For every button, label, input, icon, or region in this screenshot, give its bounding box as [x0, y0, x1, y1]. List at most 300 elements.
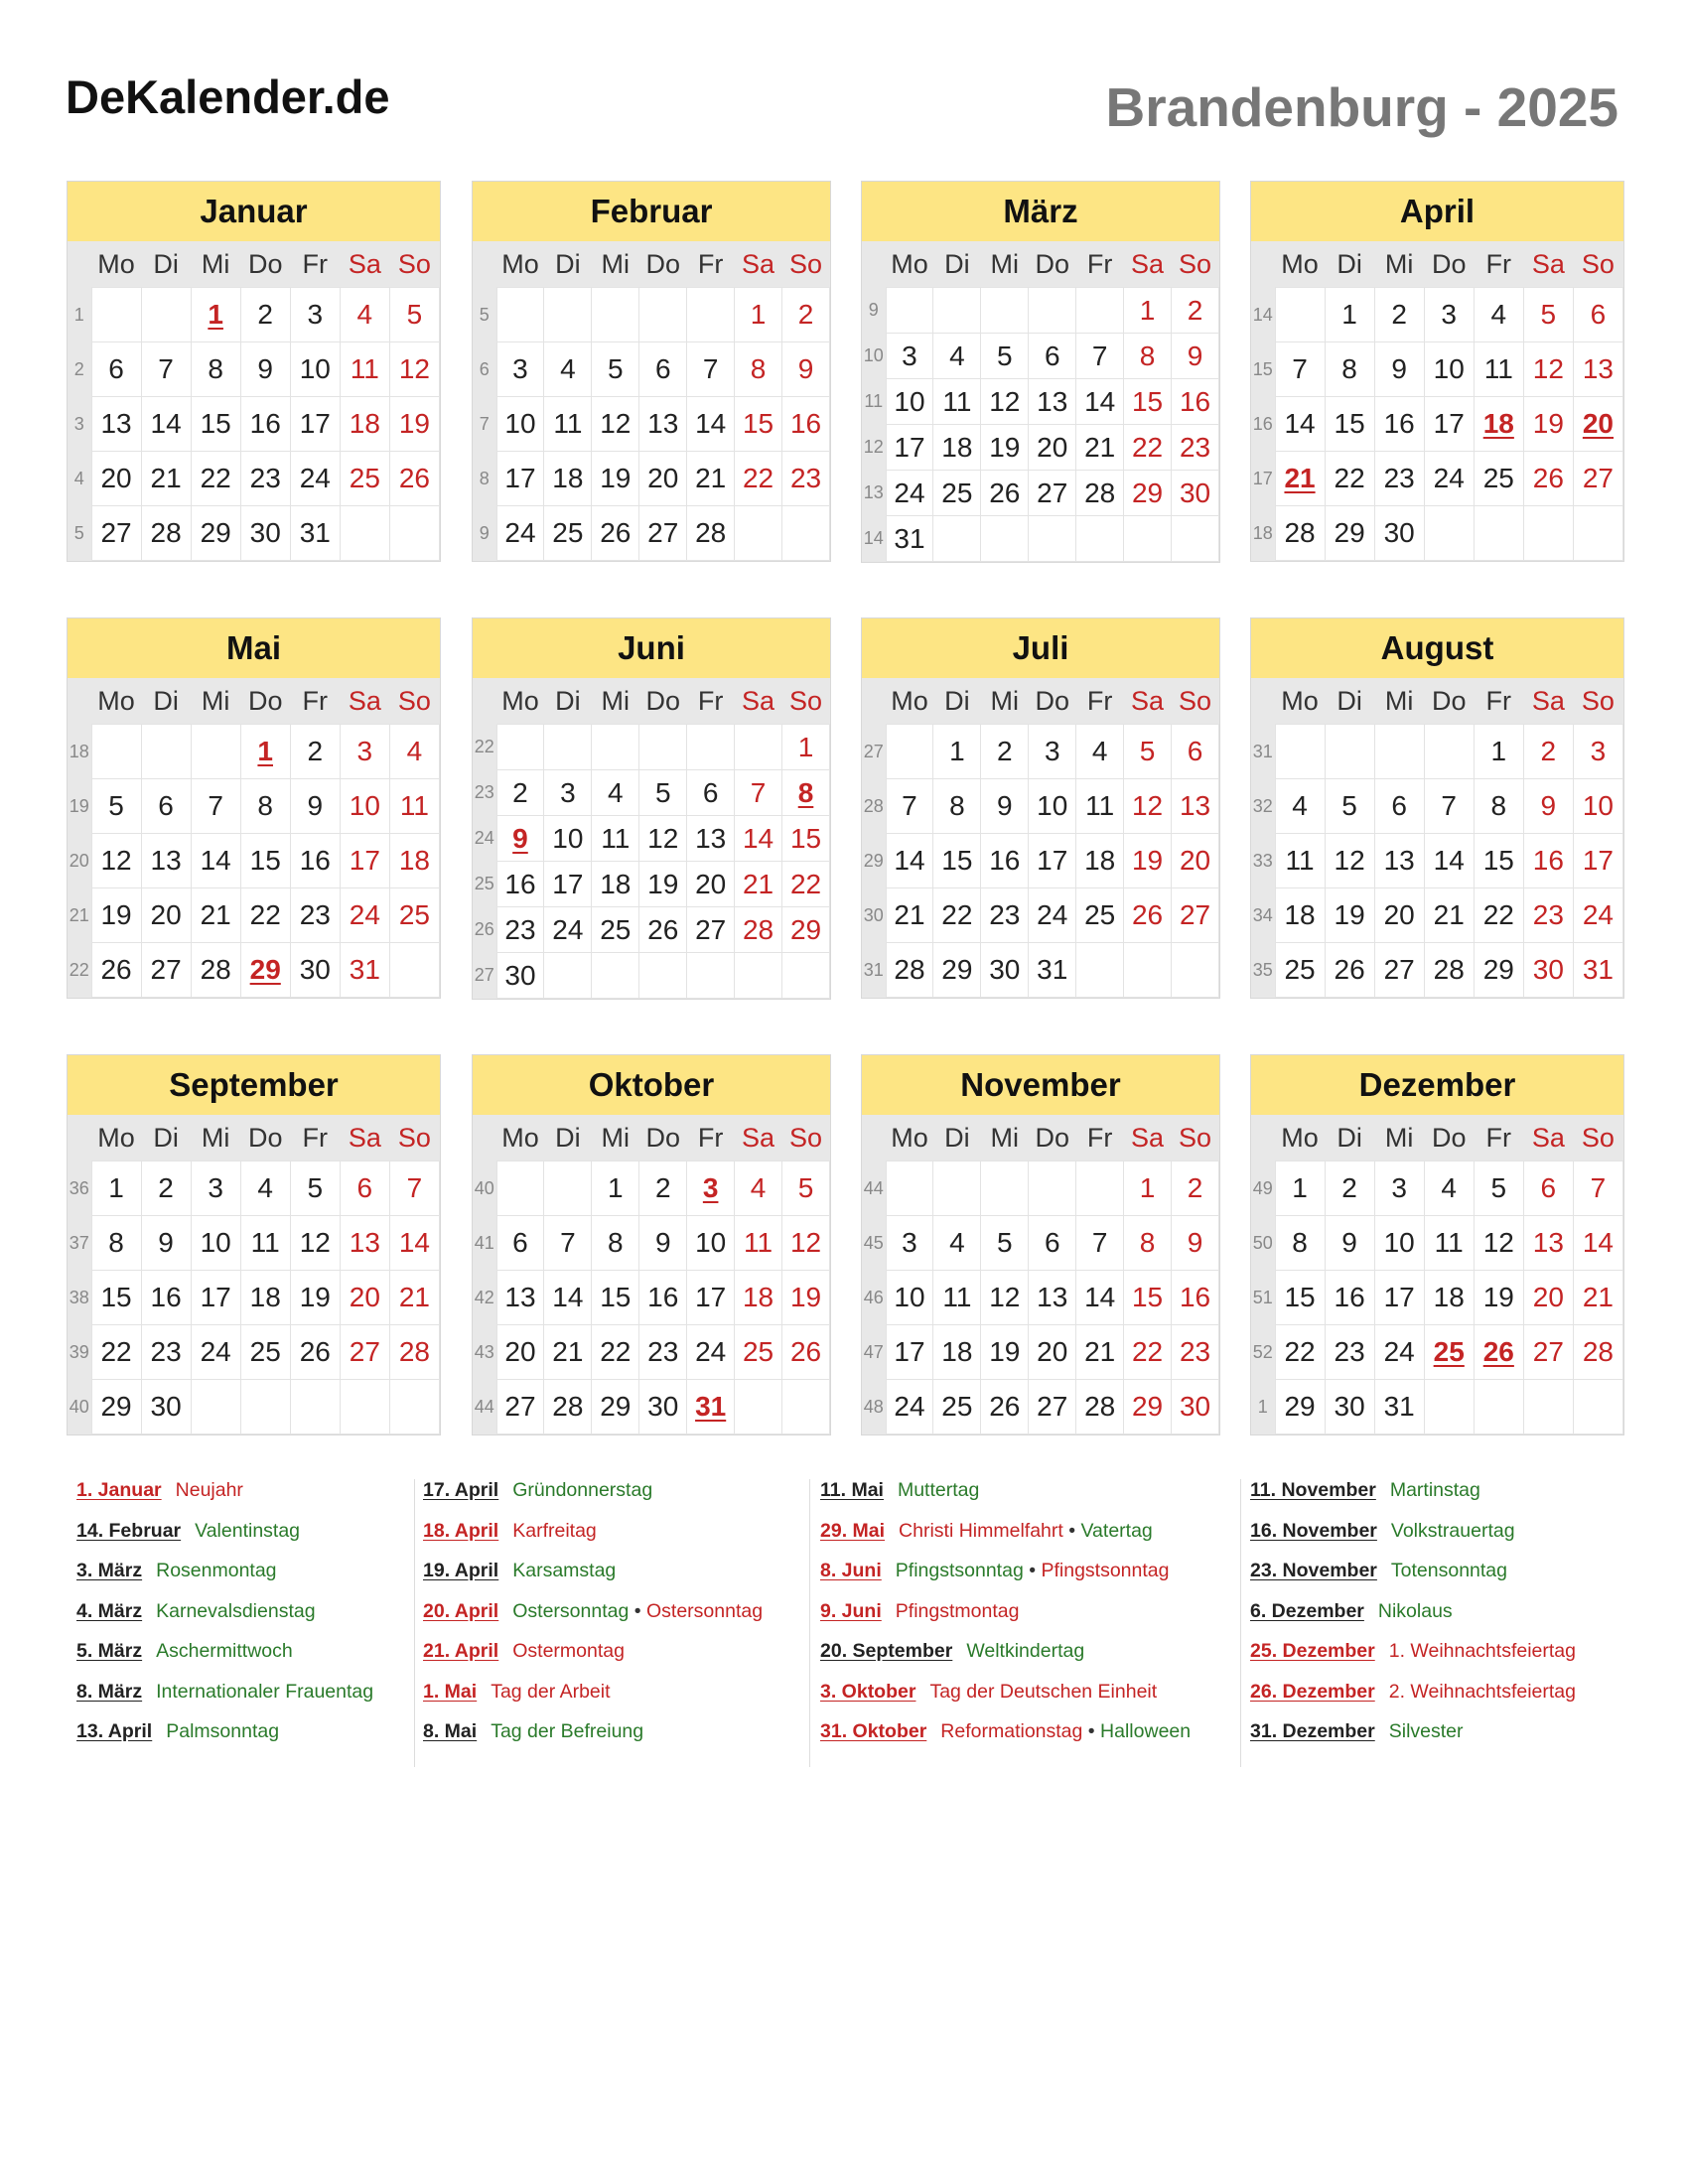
day-cell: 4 [340, 288, 389, 342]
month-table [1251, 241, 1623, 561]
empty-day-cell [981, 288, 1029, 334]
day-cell: 30 [639, 1380, 687, 1434]
week-row [862, 779, 1219, 834]
empty-day-cell [592, 288, 639, 342]
week-number: 15 [1251, 342, 1275, 397]
empty-day-cell [639, 953, 687, 999]
weekday-label: Do [639, 1115, 687, 1161]
day-cell: 26 [91, 943, 141, 998]
legend-entry [423, 1560, 763, 1600]
legend-holiday-name: Neujahr [175, 1479, 243, 1501]
day-cell: 17 [1374, 1271, 1424, 1325]
weekday-label: Do [240, 678, 290, 725]
day-cell: 7 [1076, 334, 1124, 379]
month-table [473, 1115, 830, 1434]
day-cell: 1 [592, 1161, 639, 1216]
day-cell: 25 [592, 907, 639, 953]
week-row [473, 1380, 830, 1434]
day-cell: 21 [389, 1271, 439, 1325]
empty-day-cell [1029, 288, 1076, 334]
day-cell: 12 [1325, 834, 1374, 888]
month-name: Juli [862, 618, 1219, 678]
weekday-label: Fr [687, 1115, 735, 1161]
day-cell: 5 [1124, 725, 1172, 779]
day-cell: 22 [1325, 452, 1374, 506]
empty-day-cell [340, 506, 389, 561]
day-cell: 8 [91, 1216, 141, 1271]
empty-day-cell [1424, 725, 1474, 779]
week-number: 1 [68, 288, 91, 342]
day-cell: 10 [1374, 1216, 1424, 1271]
day-cell: 23 [1172, 1325, 1219, 1380]
legend-entry [1250, 1681, 1576, 1721]
week-row [473, 907, 830, 953]
legend-entry [76, 1479, 373, 1520]
day-cell: 13 [1573, 342, 1622, 397]
day-cell: 4 [1076, 725, 1124, 779]
day-cell: 24 [687, 1325, 735, 1380]
week-number: 40 [473, 1161, 496, 1216]
day-cell: 11 [544, 397, 592, 452]
month-juni [472, 617, 831, 1000]
day-cell: 19 [290, 1271, 340, 1325]
week-number: 27 [473, 953, 496, 999]
week-row [862, 334, 1219, 379]
week-number: 4 [68, 452, 91, 506]
weekday-label: Di [933, 1115, 981, 1161]
legend-entry [1250, 1600, 1576, 1641]
day-cell: 20 [687, 862, 735, 907]
week-number: 30 [862, 888, 886, 943]
week-number: 52 [1251, 1325, 1275, 1380]
day-cell: 14 [1275, 397, 1325, 452]
day-cell: 8 [240, 779, 290, 834]
weekday-label: Fr [1474, 241, 1523, 288]
legend-date: 11. November [1250, 1479, 1376, 1501]
day-cell: 10 [1424, 342, 1474, 397]
weekday-label: Do [240, 241, 290, 288]
day-cell: 27 [141, 943, 191, 998]
legend-date: 21. April [423, 1640, 499, 1662]
weekday-label: Mo [496, 241, 544, 288]
week-row [1251, 1271, 1623, 1325]
weekday-label: Mo [1275, 241, 1325, 288]
day-cell: 25 [544, 506, 592, 561]
legend-holiday-name: 2. Weihnachtsfeiertag [1388, 1680, 1576, 1703]
weekday-label: Sa [1124, 1115, 1172, 1161]
day-cell: 12 [1124, 779, 1172, 834]
month-name: November [862, 1055, 1219, 1115]
week-row [1251, 1216, 1623, 1271]
day-cell: 29 [91, 1380, 141, 1434]
day-cell: 21 [886, 888, 933, 943]
week-row [68, 888, 440, 943]
day-cell: 11 [1275, 834, 1325, 888]
day-cell: 16 [782, 397, 830, 452]
day-cell: 11 [389, 779, 439, 834]
page-title: Brandenburg - 2025 [1105, 76, 1618, 138]
day-cell: 20 [1172, 834, 1219, 888]
week-row [473, 725, 830, 770]
day-cell: 12 [91, 834, 141, 888]
day-cell: 27 [1573, 452, 1622, 506]
weekday-label: Do [1029, 241, 1076, 288]
week-row [473, 1271, 830, 1325]
day-cell: 1 [782, 725, 830, 770]
day-cell: 16 [1325, 1271, 1374, 1325]
week-number: 17 [1251, 452, 1275, 506]
day-cell: 12 [389, 342, 439, 397]
day-cell: 26 [981, 471, 1029, 516]
day-cell: 17 [496, 452, 544, 506]
month-table [1251, 678, 1623, 998]
empty-day-cell [290, 1380, 340, 1434]
day-cell: 13 [340, 1216, 389, 1271]
day-cell: 8 [1275, 1216, 1325, 1271]
empty-day-cell [191, 725, 240, 779]
day-cell: 7 [1573, 1161, 1622, 1216]
day-cell: 15 [1124, 1271, 1172, 1325]
legend-holiday-name: Vatertag [1080, 1519, 1153, 1542]
month-table [68, 678, 440, 998]
day-cell: 29 [1474, 943, 1523, 998]
legend-holiday-name: Tag der Arbeit [491, 1680, 611, 1703]
day-cell: 14 [1573, 1216, 1622, 1271]
week-row [473, 397, 830, 452]
day-cell: 29 [1325, 506, 1374, 561]
day-cell: 21 [141, 452, 191, 506]
empty-day-cell [1523, 506, 1573, 561]
day-cell: 22 [735, 452, 782, 506]
day-cell: 28 [687, 506, 735, 561]
week-row [68, 1271, 440, 1325]
day-cell: 17 [340, 834, 389, 888]
day-cell: 5 [91, 779, 141, 834]
week-number-header [1251, 678, 1275, 725]
legend-date: 1. Januar [76, 1479, 162, 1501]
day-cell: 23 [1374, 452, 1424, 506]
weekday-label: Do [639, 678, 687, 725]
day-cell: 25 [933, 1380, 981, 1434]
week-row [473, 953, 830, 999]
empty-day-cell [544, 1161, 592, 1216]
day-cell: 21 [1275, 452, 1325, 506]
empty-day-cell [1076, 516, 1124, 562]
legend-date: 6. Dezember [1250, 1599, 1364, 1622]
day-cell: 6 [1029, 334, 1076, 379]
empty-day-cell [1124, 943, 1172, 998]
legend-holiday-name: 1. Weihnachtsfeiertag [1388, 1640, 1576, 1662]
weekday-label: Mo [1275, 1115, 1325, 1161]
day-cell: 19 [639, 862, 687, 907]
day-cell: 30 [1172, 471, 1219, 516]
week-row [68, 1325, 440, 1380]
legend-entry [423, 1720, 763, 1761]
day-cell: 1 [933, 725, 981, 779]
day-cell: 18 [933, 1325, 981, 1380]
day-cell: 7 [389, 1161, 439, 1216]
day-cell: 10 [886, 379, 933, 425]
empty-day-cell [981, 516, 1029, 562]
day-cell: 1 [91, 1161, 141, 1216]
empty-day-cell [1172, 516, 1219, 562]
day-cell: 30 [141, 1380, 191, 1434]
day-cell: 22 [782, 862, 830, 907]
weekday-label: Do [1029, 678, 1076, 725]
legend-date: 3. März [76, 1560, 143, 1581]
day-cell: 6 [1374, 779, 1424, 834]
legend-holiday-name: Aschermittwoch [156, 1640, 293, 1662]
day-cell: 5 [639, 770, 687, 816]
day-cell: 18 [592, 862, 639, 907]
day-cell: 27 [639, 506, 687, 561]
day-cell: 27 [496, 1380, 544, 1434]
week-row [862, 379, 1219, 425]
empty-day-cell [389, 506, 439, 561]
day-cell: 16 [1172, 1271, 1219, 1325]
week-row [862, 425, 1219, 471]
day-cell: 23 [1325, 1325, 1374, 1380]
legend-entry [423, 1600, 763, 1641]
week-number: 31 [1251, 725, 1275, 779]
day-cell: 30 [1374, 506, 1424, 561]
weekday-label: Fr [290, 1115, 340, 1161]
week-row [1251, 888, 1623, 943]
day-cell: 10 [191, 1216, 240, 1271]
weekday-label: Sa [1523, 1115, 1573, 1161]
day-cell: 20 [1374, 888, 1424, 943]
day-cell: 6 [1523, 1161, 1573, 1216]
legend-date: 20. September [820, 1640, 953, 1662]
day-cell: 12 [639, 816, 687, 862]
day-cell: 20 [496, 1325, 544, 1380]
legend-holiday-name: Karsamstag [512, 1560, 617, 1581]
week-number: 35 [1251, 943, 1275, 998]
empty-day-cell [592, 953, 639, 999]
week-number: 34 [1251, 888, 1275, 943]
weekday-label: So [1172, 678, 1219, 725]
day-cell: 17 [886, 425, 933, 471]
day-cell: 20 [1523, 1271, 1573, 1325]
weekday-label: Mo [496, 1115, 544, 1161]
day-cell: 11 [933, 379, 981, 425]
day-cell: 24 [886, 471, 933, 516]
empty-day-cell [1124, 516, 1172, 562]
empty-day-cell [1573, 1380, 1622, 1434]
month-name: Oktober [473, 1055, 830, 1115]
day-cell: 19 [981, 425, 1029, 471]
week-number: 43 [473, 1325, 496, 1380]
week-number: 11 [862, 379, 886, 425]
day-cell: 10 [886, 1271, 933, 1325]
week-number: 46 [862, 1271, 886, 1325]
day-cell: 21 [1424, 888, 1474, 943]
weekday-label: Di [544, 1115, 592, 1161]
day-cell: 16 [981, 834, 1029, 888]
day-cell: 13 [91, 397, 141, 452]
empty-day-cell [1424, 506, 1474, 561]
legend-column [1250, 1479, 1576, 1761]
empty-day-cell [687, 953, 735, 999]
week-row [1251, 1325, 1623, 1380]
day-cell: 14 [389, 1216, 439, 1271]
day-cell: 21 [687, 452, 735, 506]
day-cell: 19 [1474, 1271, 1523, 1325]
weekday-label: Mi [191, 241, 240, 288]
legend-divider [1240, 1479, 1241, 1767]
month-august [1250, 617, 1624, 999]
week-row [862, 1161, 1219, 1216]
empty-day-cell [544, 288, 592, 342]
week-number: 42 [473, 1271, 496, 1325]
legend-holiday-name: Ostersonntag [645, 1599, 764, 1622]
day-cell: 9 [639, 1216, 687, 1271]
empty-day-cell [1523, 1380, 1573, 1434]
month-oktober [472, 1054, 831, 1435]
day-cell: 30 [1172, 1380, 1219, 1434]
day-cell: 24 [1374, 1325, 1424, 1380]
legend-holiday-name: Gründonnerstag [512, 1479, 653, 1501]
day-cell: 27 [1172, 888, 1219, 943]
legend-date: 16. November [1250, 1519, 1377, 1542]
day-cell: 4 [933, 1216, 981, 1271]
day-cell: 24 [340, 888, 389, 943]
day-cell: 22 [1124, 425, 1172, 471]
empty-day-cell [389, 943, 439, 998]
day-cell: 16 [290, 834, 340, 888]
legend-date: 11. Mai [820, 1479, 884, 1501]
day-cell: 25 [389, 888, 439, 943]
legend-entry [820, 1681, 1191, 1721]
weekday-label: Do [240, 1115, 290, 1161]
day-cell: 16 [240, 397, 290, 452]
month-dezember [1250, 1054, 1624, 1435]
empty-day-cell [782, 506, 830, 561]
legend-date: 14. Februar [76, 1519, 182, 1542]
weekday-label: Mi [592, 1115, 639, 1161]
day-cell: 29 [1275, 1380, 1325, 1434]
empty-day-cell [981, 1161, 1029, 1216]
day-cell: 6 [141, 779, 191, 834]
week-number-header [1251, 1115, 1275, 1161]
week-number-header [68, 1115, 91, 1161]
day-cell: 23 [1523, 888, 1573, 943]
day-cell: 30 [1325, 1380, 1374, 1434]
day-cell: 2 [782, 288, 830, 342]
day-cell: 13 [496, 1271, 544, 1325]
weekday-label: So [1573, 1115, 1622, 1161]
empty-day-cell [1275, 288, 1325, 342]
weekday-label: Mi [592, 241, 639, 288]
day-cell: 5 [389, 288, 439, 342]
week-row [473, 342, 830, 397]
week-row [1251, 288, 1623, 342]
day-cell: 2 [496, 770, 544, 816]
week-row [473, 1325, 830, 1380]
legend-date: 18. April [423, 1519, 499, 1542]
empty-day-cell [687, 725, 735, 770]
weekday-label: Mo [1275, 678, 1325, 725]
day-cell: 27 [1029, 1380, 1076, 1434]
legend-holiday-name: Tag der Befreiung [491, 1720, 644, 1742]
empty-day-cell [782, 1380, 830, 1434]
day-cell: 7 [1275, 342, 1325, 397]
empty-day-cell [1474, 1380, 1523, 1434]
month-table [862, 241, 1219, 562]
legend-holiday-name: Reformationstag [940, 1720, 1083, 1742]
day-cell: 22 [91, 1325, 141, 1380]
day-cell: 26 [592, 506, 639, 561]
empty-day-cell [1374, 725, 1424, 779]
empty-day-cell [1029, 516, 1076, 562]
legend-divider [809, 1479, 810, 1767]
week-number: 49 [1251, 1161, 1275, 1216]
week-number: 20 [68, 834, 91, 888]
day-cell: 4 [735, 1161, 782, 1216]
day-cell: 24 [496, 506, 544, 561]
month-name: Dezember [1251, 1055, 1623, 1115]
legend-entry [76, 1600, 373, 1641]
day-cell: 30 [496, 953, 544, 999]
day-cell: 7 [141, 342, 191, 397]
legend-date: 25. Dezember [1250, 1640, 1375, 1662]
day-cell: 10 [1029, 779, 1076, 834]
day-cell: 3 [1374, 1161, 1424, 1216]
week-row [68, 342, 440, 397]
legend-column [76, 1479, 373, 1761]
week-number: 14 [1251, 288, 1275, 342]
day-cell: 22 [933, 888, 981, 943]
legend-holiday-name: Christi Himmelfahrt [899, 1519, 1063, 1542]
week-number: 45 [862, 1216, 886, 1271]
empty-day-cell [639, 725, 687, 770]
empty-day-cell [496, 725, 544, 770]
week-number: 36 [68, 1161, 91, 1216]
week-number: 9 [862, 288, 886, 334]
day-cell: 6 [91, 342, 141, 397]
week-number: 21 [68, 888, 91, 943]
day-cell: 23 [141, 1325, 191, 1380]
legend-date: 26. Dezember [1250, 1680, 1375, 1703]
day-cell: 3 [340, 725, 389, 779]
week-number: 50 [1251, 1216, 1275, 1271]
weekday-label: Mi [981, 241, 1029, 288]
legend-entry [1250, 1640, 1576, 1681]
week-row [68, 1216, 440, 1271]
weekday-label: Mo [91, 678, 141, 725]
weekday-label: Mi [981, 678, 1029, 725]
day-cell: 26 [782, 1325, 830, 1380]
day-cell: 7 [544, 1216, 592, 1271]
day-cell: 28 [886, 943, 933, 998]
week-row [862, 943, 1219, 998]
day-cell: 24 [1573, 888, 1622, 943]
day-cell: 29 [933, 943, 981, 998]
day-cell: 26 [1474, 1325, 1523, 1380]
week-row [862, 1271, 1219, 1325]
weekday-label: Mi [191, 1115, 240, 1161]
day-cell: 18 [1275, 888, 1325, 943]
day-cell: 15 [91, 1271, 141, 1325]
day-cell: 20 [1029, 1325, 1076, 1380]
day-cell: 19 [91, 888, 141, 943]
weekday-label: Fr [687, 678, 735, 725]
week-row [473, 288, 830, 342]
day-cell: 15 [1275, 1271, 1325, 1325]
empty-day-cell [886, 288, 933, 334]
day-cell: 13 [141, 834, 191, 888]
day-cell: 15 [735, 397, 782, 452]
